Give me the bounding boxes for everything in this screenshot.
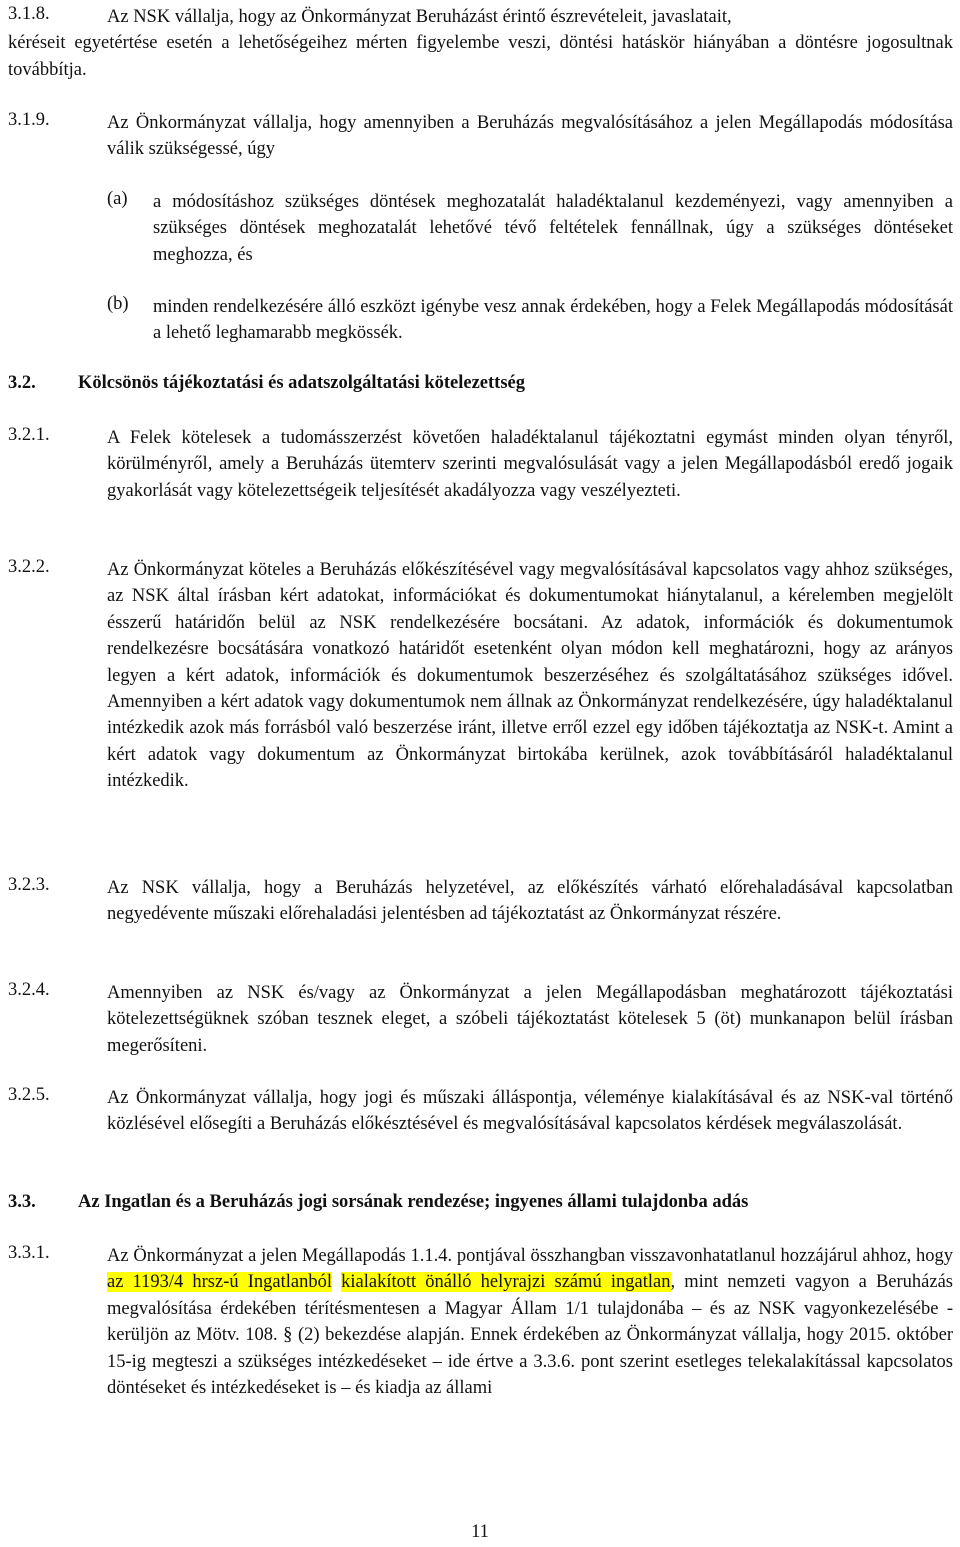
paragraph-text: Az Önkormányzat vállalja, hogy jogi és műszaki álláspontja, véleménye kialakításával és az NSK-val történő közlésével elősegíti a Beruházás előkésztésével és megvalósításával kapcsolatos kérdések megválaszolását. xyxy=(107,1088,953,1135)
paragraph-text: A Felek kötelesek a tudomásszerzést követően haladéktalanul tájékoztatni egymást minden olyan tényről, körülményről, amely a Beruházás ütemterv szerinti megvalósulását vagy a jelen Megállapodásból eredő jogaik gyakorlását vagy kötelezettségeik teljesítését akadályozza vagy veszélyezteti. xyxy=(107,428,953,501)
paragraph-number: 3.3.1. xyxy=(8,1243,50,1263)
paragraph-number: 3.2.4. xyxy=(8,980,50,1000)
text-run: Az Önkormányzat a jelen Megállapodás 1.1.4. pontjával összhangban visszavonhatatlanul hozzájárul ahhoz, hogy xyxy=(107,1246,953,1266)
paragraph-number: 3.2.1. xyxy=(8,425,50,445)
paragraph-text: Az Önkormányzat köteles a Beruházás előkészítésével vagy megvalósításával kapcsolatos vagy ahhoz szükséges, az NSK által írásban kért adatokat, információkat és dokumentumokat hiánytalanul, a kérelemben megjelölt ésszerű határidőn belül az NSK rendelkezésére bocsátani. Az adatok, információk és dokumentumok rendelkezésre bocsátására vonatkozó határidőt esetenként olyan módon kell meghatározni, hogy az arányos legyen a kért adatok, információk és dokumentumok beszerzéséhez és szolgáltatásához szükséges idővel. Amennyiben a kért adatok vagy dokumentumok nem állnak az Önkormányzat rendelkezésére, úgy haladéktalanul intézkedik azok más forrásból való beszerzése iránt, illetve erről ezzel egy időben tájékoztatja az NSK-t. Amint a kért adatok vagy dokumentum az Önkormányzat birtokába kerülnek, azok továbbításáról haladéktalanul intézkedik. xyxy=(107,560,953,792)
highlighted-text: kialakított önálló helyrajzi számú ingatlan xyxy=(341,1272,671,1293)
paragraph-text: Az Önkormányzat vállalja, hogy amennyiben a Beruházás megvalósításához a jelen Megállapodás módosítása válik szükségessé, úgy xyxy=(107,113,953,160)
section-title: Kölcsönös tájékoztatási és adatszolgáltatási kötelezettség xyxy=(78,373,525,393)
paragraph-number: 3.1.9. xyxy=(8,110,50,130)
paragraph-text: Amennyiben az NSK és/vagy az Önkormányzat a jelen Megállapodásban meghatározott tájékoztatási kötelezettségüknek szóban tesznek eleget, a szóbeli tájékoztatást kötelesek 5 (öt) munkanapon belül írásban megerősíteni. xyxy=(107,983,953,1056)
list-item-text: a módosításhoz szükséges döntések meghozatalát haladéktalanul kezdeményezi, vagy amennyiben a szükséges döntések meghozatalát lehetővé tévő feltételek fennállnak, úgy a szükséges döntéseket meghozza, és xyxy=(153,192,953,265)
paragraph-text xyxy=(107,1243,953,1401)
paragraph-number: 3.2.5. xyxy=(8,1085,50,1105)
list-item-label: (a) xyxy=(107,189,128,209)
section-title: Az Ingatlan és a Beruházás jogi sorsának rendezése; ingyenes állami tulajdonba adás xyxy=(78,1192,749,1212)
page-number: 11 xyxy=(471,1522,489,1542)
section-number: 3.3. xyxy=(8,1192,36,1212)
paragraph-number: 3.2.2. xyxy=(8,557,50,577)
text-run: , mint nemzeti vagyon a Beruházás megvalósítása érdekében térítésmentesen a Magyar Állam 1/1 tulajdonába – és az NSK vagyonkezelésébe - kerüljön az Mötv. 108. § (2) bekezdése alapján. Ennek érdekében az Önkormányzat vállalja, hogy 2015. október 15-ig megteszi a szükséges intézkedéseket – ide értve a 3.3.6. pont szerint esetleges telekalakítással kapcsolatos döntéseket és intézkedéseket is – és kiadja az állami xyxy=(107,1272,953,1399)
paragraph-number: 3.2.3. xyxy=(8,875,50,895)
list-item-text: minden rendelkezésére álló eszközt igénybe vesz annak érdekében, hogy a Felek Megállapodás módosítását a lehető leghamarabb megkössék. xyxy=(153,297,953,344)
section-number: 3.2. xyxy=(8,373,36,393)
text-run xyxy=(332,1272,341,1292)
paragraph-first-line: Az NSK vállalja, hogy az Önkormányzat Beruházást érintő észrevételeit, javaslatait, xyxy=(107,7,732,27)
highlighted-text: az 1193/4 hrsz-ú Ingatlanból xyxy=(107,1272,333,1293)
list-item-label: (b) xyxy=(107,294,129,314)
paragraph-text: Az NSK vállalja, hogy a Beruházás helyzetével, az előkészítés várható előrehaladásával kapcsolatban negyedévente műszaki előrehaladási jelentésben ad tájékoztatást az Önkormányzat részére. xyxy=(107,878,953,925)
paragraph-number: 3.1.8. xyxy=(8,4,50,24)
paragraph-continuation: kéréseit egyetértése esetén a lehetőségeihez mérten figyelembe veszi, döntési hatáskör hiányában a döntésre jogosultnak továbbítja. xyxy=(8,33,953,80)
